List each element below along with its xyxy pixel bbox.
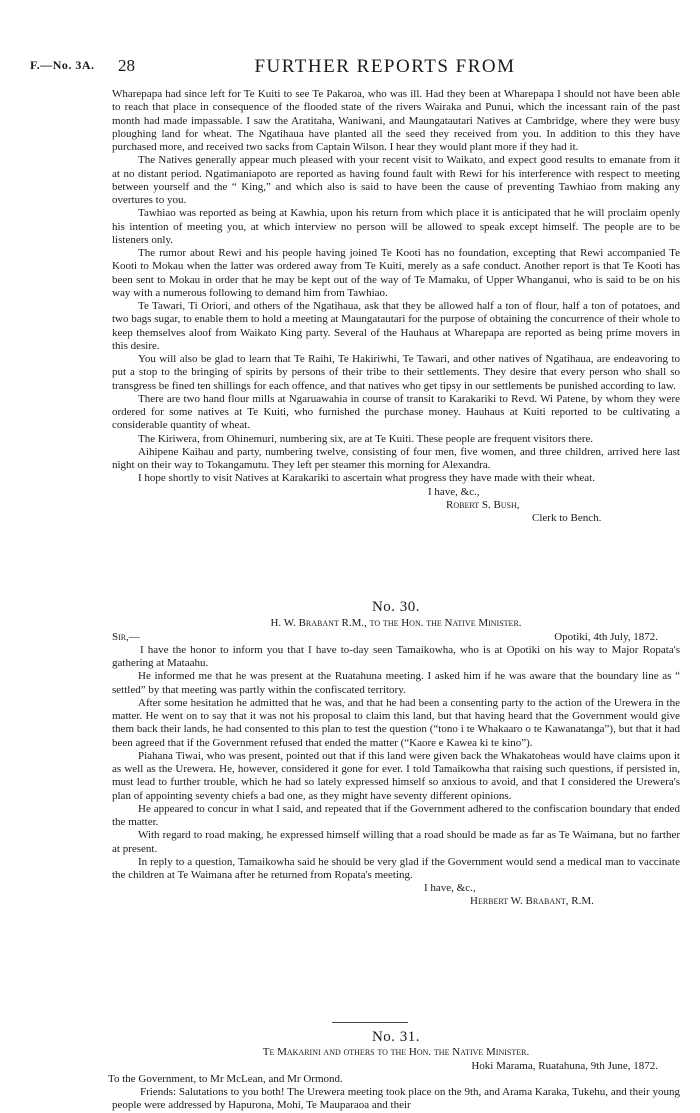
letter-number: No. 30. [371,599,421,615]
letter-heading: H. W. Brabant R.M., to the Hon. the Native Minister. [270,617,522,630]
paragraph: After some hesitation he admitted that he was, and that he had been a consenting party to the action of the Urewera in the matter. He went on to say that it was not his proposal to claim this land, but that having heard that the Government would give them back their lands, he had consented to this plan to test the question (“tono i te Whakaaro o te Kawanatanga”), but that it had been agreed that if the Government refused that ended the matter (“Kaore e Kawea ki te kino”). [112,696,680,749]
paragraph: The Natives generally appear much pleased with your recent visit to Waikato, and expect good results to emanate from it at no distant period. Ngatimaniapoto are reported as having found fault with Rewi for his interference with respect to meeting between yourself and the “ King,” and which also is said to have been the cause of preventing Tawhiao from making any overtures to you. [112,154,680,206]
signature-block [112,486,680,526]
paragraph: Aihipene Kaihau and party, numbering twelve, consisting of four men, five women, and three children, arrived here last night on their way to Tokangamutu. They left per steamer this morning for Alexandra. [112,445,680,471]
letter-29-body [112,88,680,526]
paragraph: The Kiriwera, from Ohinemuri, numbering six, are at Te Kuiti. These people are frequent visitors there. [138,432,594,445]
paragraph: Piahana Tiwai, who was present, pointed out that if this land were given back the Whakatoheas would have claims upon it as well as the Urewera. He, however, considered it gone for ever. I told Tamaikowha that raising such questions, if persisted in, must lead to further trouble, which he had so lately expressed himself so anxious to avoid, and that I considered the Urewera's plan of appointing seventy chiefs a bad one, as they might have seventy different opinions. [112,749,680,802]
salutation: Sir,— [112,630,140,643]
document-reference: F.—No. 3A. [30,58,95,72]
signature-block [112,882,680,910]
signatory-name: Herbert W. Brabant, R.M. [470,895,594,908]
paragraph: Wharepapa had since left for Te Kuiti to see Te Pakaroa, who was ill. Had they been at Wharepapa I should not have been able to reach that place in consequence of the flooded state of the rivers Wairaka and Punui, which the incessant rain of the past month had made impassable. I saw the Aratitaha, Waniwani, and Maungatautari Natives at Cambridge, where they were busy ploughing land for wheat. The Ngatihaua have planted all the seed they received from you. In addition to this they have purchased more, and received two sacks from Captain Wilson. I hear they would plant more if they had it. [112,88,680,153]
letter-30 [112,601,680,910]
paragraph: You will also be glad to learn that Te Raihi, Te Hakiriwhi, Te Tawari, and other natives of Ngatihaua, are endeavoring to put a stop to the bringing of spirits by persons of their tribe to their settlements. They desire that every person who shall so transgress be fined ten shillings for each offence, and that natives who get tipsy in our settlements be punished according to law. [112,353,680,392]
paragraph: I hope shortly to visit Natives at Karakariki to ascertain what progress they have made with their wheat. [138,472,595,485]
running-title: FURTHER REPORTS FROM [254,56,516,77]
sign-off: I have, &c., [424,882,476,895]
page-number: 28 [118,56,135,75]
paragraph: He appeared to concur in what I said, and repeated that if the Government adhered to the confiscation boundary that ended the matter. [112,802,680,828]
letter-31 [108,1029,680,1113]
sign-off: I have, &c., [428,485,480,498]
paragraph: He informed me that he was present at the Ruatahuna meeting. I asked him if he was aware that the boundary line as “ settled” by that meeting was partly within the confiscated territory. [112,670,680,696]
page-header [30,56,680,78]
paragraph: Tawhiao was reported as being at Kawhia, upon his return from which place it is anticipated that he will proclaim openly his intention of meeting you, at which interview no person will be allowed to speak except himself. The people are to be listeners only. [112,207,680,246]
letter-number: No. 31. [371,1029,421,1045]
paragraph: There are two hand flour mills at Ngaruawahia in course of transit to Karakariki to Revd. Wi Patene, by whom they were ordered for some natives at Te Kuiti, who furnished the purchase money. Hauhaus at Kuiti reported to be cultivating a considerable quantity of wheat. [112,392,680,432]
signatory-name: Robert S. Bush, [446,498,520,511]
paragraph: The rumor about Rewi and his people having joined Te Kooti has no foundation, excepting that Rewi accompanied Te Kooti to Mokau when the latter was ordered away from Te Kuiti, merely as a safe conduct. Another report is that Te Kooti has been sent to Mokau in order that he may be kept out of the way of Te Mamaku, of Upper Whanganui, who is said to be on his way with a numerous following to demand him from Tawhiao. [112,247,680,299]
section-divider [332,1022,408,1023]
paragraph: With regard to road making, he expressed himself willing that a road should be made as far as Te Waimana, but no farther at present. [112,829,680,855]
salutation-row [112,631,680,644]
paragraph: I have the honor to inform you that I have to-day seen Tamaikowha, who is at Opotiki on his way to Major Ropata's gathering at Mataahu. [112,643,680,669]
paragraph: Friends: Salutations to you both! The Urewera meeting took place on the 9th, and Arama Karaka, Tukehu, and their young people were addressed by Hapurona, Mohi, Te Mauparaoa and their [112,1086,680,1112]
paragraph: Te Tawari, Ti Oriori, and others of the Ngatihaua, ask that they be allowed half a ton of flour, half a ton of potatoes, and two bags sugar, to enable them to hold a meeting at Maungatautari for the purpose of obtaining the concurrence of their whole to keep themselves aloof from Waikato King party. Several of the Hauhaus at Wharepapa are reported as being prime movers in this desire. [112,300,680,352]
letter-heading: Te Makarini and others to the Hon. the Native Minister. [262,1046,530,1059]
address-line: To the Government, to Mr McLean, and Mr Ormond. [108,1072,343,1085]
place-date: Hoki Marama, Ruatahuna, 9th June, 1872. [471,1059,658,1072]
paragraph: In reply to a question, Tamaikowha said he should be very glad if the Government would send a medical man to vaccinate the children at Te Waimana after he returned from Ropata's meeting. [112,855,680,881]
signatory-title: Clerk to Bench. [532,511,602,524]
place-date: Opotiki, 4th July, 1872. [554,630,658,643]
